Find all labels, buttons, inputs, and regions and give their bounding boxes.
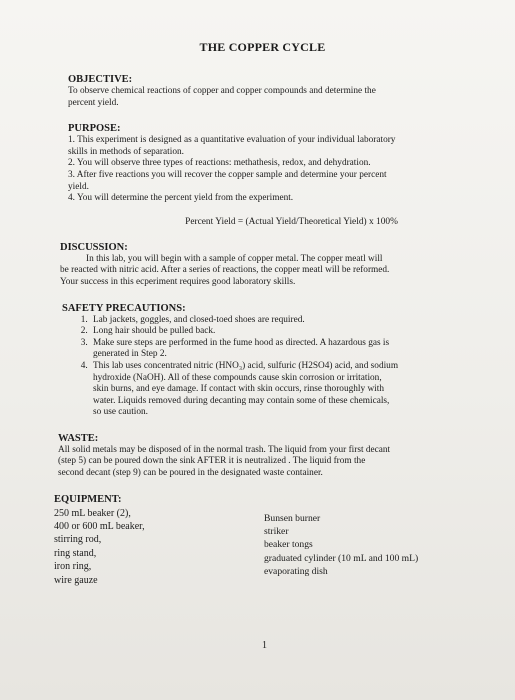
objective-line: To observe chemical reactions of copper and copper compounds and determine the <box>68 86 376 96</box>
equipment-item: ring stand, <box>54 547 97 559</box>
equipment-item: evaporating dish <box>264 566 328 578</box>
equipment-item: 250 mL beaker (2), <box>54 507 131 519</box>
percent-yield-formula: Percent Yield = (Actual Yield/Theoretical Yield) x 100% <box>185 216 398 227</box>
equipment-item: iron ring, <box>54 561 92 573</box>
objective-line: percent yield. <box>68 97 119 108</box>
equipment-list-left <box>54 507 264 587</box>
safety-heading: SAFETY PRECAUTIONS: <box>62 302 186 314</box>
equipment-item: beaker tongs <box>264 539 313 551</box>
page-number: 1 <box>262 640 267 651</box>
equipment-columns <box>54 507 475 587</box>
equipment-item: striker <box>264 526 289 538</box>
equipment-heading: EQUIPMENT: <box>54 493 122 505</box>
equipment-item: wire gauze <box>54 574 98 586</box>
safety-item: 4. This lab uses concentrated nitric (HNO₃) acid, sulfuric (H2SO4) acid, and sodium hydroxide (NaOH). All of these compounds cause skin corrosion or irritation, skin burns, and eye damage. If contact with skin occurs, rinse thoroughly with water. Liquids removed during decanting may contain some of these chemicals, so use caution. <box>90 361 475 419</box>
safety-section <box>62 302 475 419</box>
objective-heading: OBJECTIVE: <box>68 74 133 85</box>
equipment-item: Bunsen burner <box>264 512 321 524</box>
page-title: THE COPPER CYCLE <box>199 40 326 54</box>
discussion-heading: DISCUSSION: <box>60 241 128 253</box>
waste-line: All solid metals may be disposed of in the normal trash. The liquid from your first decant <box>58 444 391 455</box>
purpose-line: 1. This experiment is designed as a quantitative evaluation of your individual laboratory <box>68 135 396 146</box>
waste-line: second decant (step 9) can be poured in the designated waste container. <box>58 468 323 479</box>
purpose-line: yield. <box>68 181 89 192</box>
discussion-section <box>60 241 475 289</box>
discussion-line: In this lab, you will begin with a sample of copper metal. The copper meatl will <box>86 253 383 264</box>
safety-item: 3. Make sure steps are performed in the fume hood as directed. A hazardous gas is generated in Step 2. <box>90 338 475 361</box>
safety-item: 2. Long hair should be pulled back. <box>90 326 475 338</box>
safety-item: 1. Lab jackets, goggles, and closed-toed shoes are required. <box>90 315 475 327</box>
purpose-line: 2. You will observe three types of reactions: methathesis, redox, and dehydration. <box>68 158 371 169</box>
equipment-section <box>54 493 475 587</box>
waste-section <box>58 432 475 480</box>
objective-section <box>68 73 475 109</box>
purpose-line: 4. You will determine the percent yield from the experiment. <box>68 193 294 204</box>
equipment-item: graduated cylinder (10 mL and 100 mL) <box>264 552 419 564</box>
waste-line: (step 5) can be poured down the sink AFTER it is neutralized . The liquid from the <box>58 456 366 467</box>
discussion-line: Your success in this ecperiment requires good laboratory skills. <box>60 276 296 287</box>
equipment-list-right <box>264 507 418 587</box>
purpose-line: skills in methods of separation. <box>68 146 184 157</box>
discussion-line: be reacted with nitric acid. After a series of reactions, the copper meatl will be reformed. <box>60 265 390 276</box>
equipment-item: stirring rod, <box>54 534 102 546</box>
waste-heading: WASTE: <box>58 432 99 444</box>
equipment-item: 400 or 600 mL beaker, <box>54 521 145 533</box>
purpose-heading: PURPOSE: <box>68 123 121 135</box>
purpose-section <box>68 122 475 227</box>
purpose-line: 3. After five reactions you will recover the copper sample and determine your percent <box>68 169 387 180</box>
safety-list <box>62 315 475 419</box>
